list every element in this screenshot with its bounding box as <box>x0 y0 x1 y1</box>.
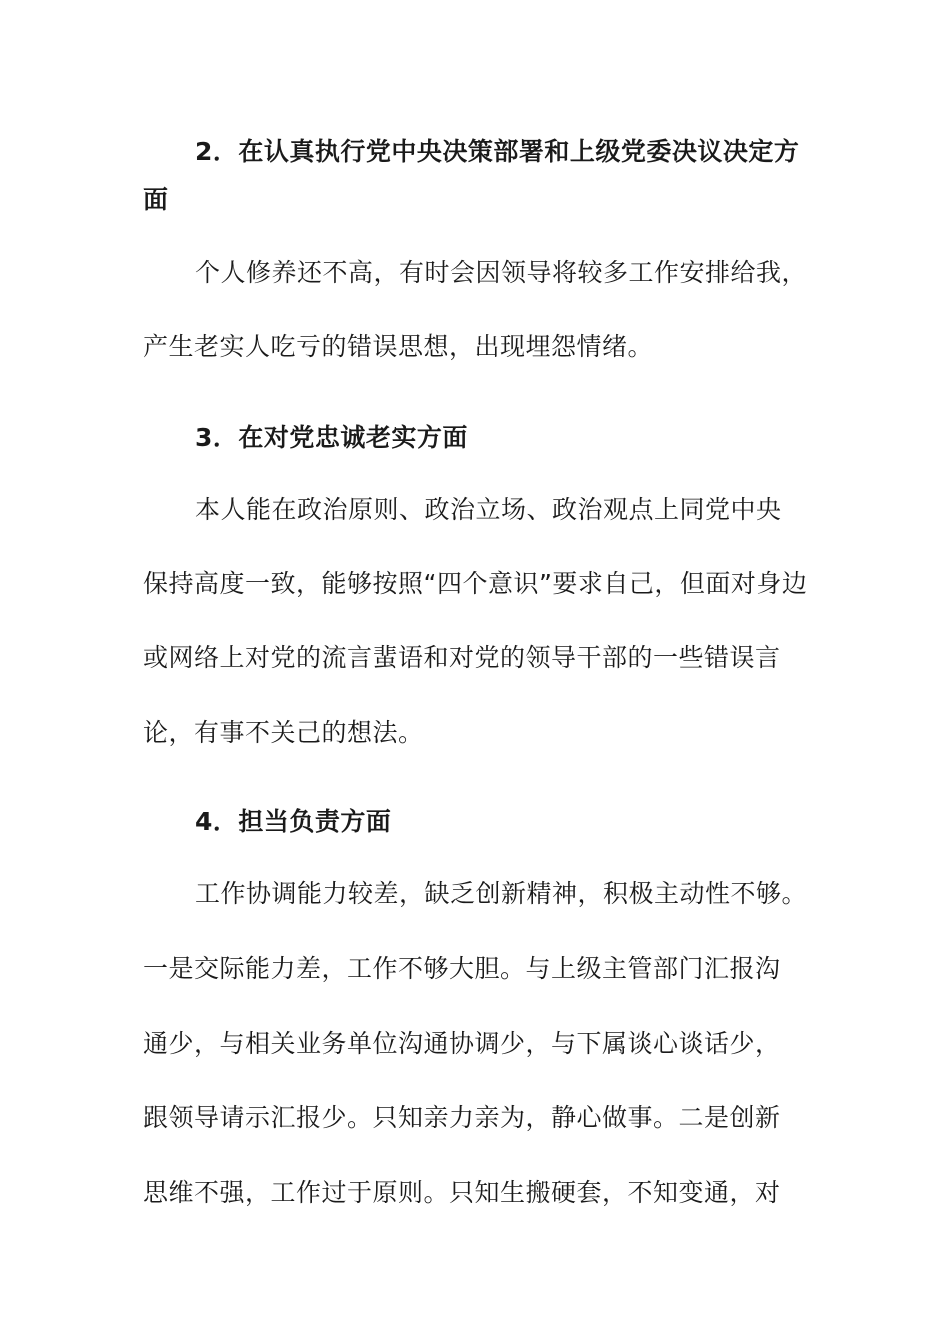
section-3-body-line-1: 本人能在政治原则、政治立场、政治观点上同党中央 <box>195 495 782 524</box>
section-2-heading-line-2: 面 <box>143 185 169 214</box>
section-2-heading-line-1: 2．在认真执行党中央决策部署和上级党委决议决定方 <box>195 137 800 166</box>
section-3-body-line-3: 或网络上对党的流言蜚语和对党的领导干部的一些错误言 <box>143 643 781 672</box>
section-4-body-line-3: 通少，与相关业务单位沟通协调少，与下属谈心谈话少， <box>143 1029 781 1058</box>
section-4-heading: 4．担当负责方面 <box>195 807 392 836</box>
section-4-body-line-1: 工作协调能力较差，缺乏创新精神，积极主动性不够。 <box>195 879 808 908</box>
section-3-body-line-4: 论，有事不关己的想法。 <box>143 718 424 747</box>
section-2-body-line-2: 产生老实人吃亏的错误思想，出现埋怨情绪。 <box>143 332 654 361</box>
section-4-body-line-4: 跟领导请示汇报少。只知亲力亲为，静心做事。二是创新 <box>143 1103 781 1132</box>
section-4-body-line-5: 思维不强，工作过于原则。只知生搬硬套，不知变通，对 <box>143 1178 781 1207</box>
section-2-body-line-1: 个人修养还不高，有时会因领导将较多工作安排给我， <box>195 258 808 287</box>
section-3-body-line-2: 保持高度一致，能够按照“四个意识”要求自己，但面对身边 <box>143 569 808 598</box>
section-4-body-line-2: 一是交际能力差，工作不够大胆。与上级主管部门汇报沟 <box>143 954 781 983</box>
section-3-heading: 3．在对党忠诚老实方面 <box>195 423 468 452</box>
